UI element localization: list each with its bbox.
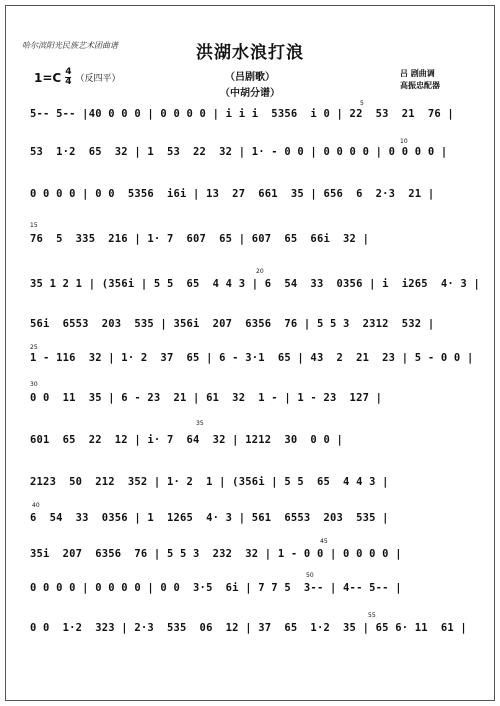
measure-number: 45 (320, 538, 328, 545)
staff-line: 0 0 1·2 323 | 2·3 535 06 12 | 37 65 1·2 35 | 65 6· 11 61 | (30, 622, 467, 634)
staff-line: 0 0 0 0 | 0 0 5356 i6i | 13 27 661 35 | 656 6 2·3 21 | (30, 188, 435, 200)
measure-number: 30 (30, 381, 38, 388)
credit-line: 高振忠配器 (400, 81, 440, 90)
measure-number: 25 (30, 344, 38, 351)
tuning-label: （反四平） (75, 74, 121, 84)
credit-line: 吕 剧曲调 (400, 69, 435, 78)
staff-line: 0 0 11 35 | 6 - 23 21 | 61 32 1 - | 1 - 23 127 | (30, 392, 383, 404)
measure-number: 20 (256, 268, 264, 275)
staff-line: 76 5 335 216 | 1· 7 607 65 | 607 65 66i 32 | (30, 233, 370, 245)
staff-line: 5-- 5-- |40 0 0 0 | 0 0 0 0 | i i i 5356 i 0 | 22 53 21 76 | (30, 108, 454, 120)
staff-line: 1 - 116 32 | 1· 2 37 65 | 6 - 3·1 65 | 43 2 21 23 | 5 - 0 0 | (30, 352, 474, 364)
staff-line: 6 54 33 0356 | 1 1265 4· 3 | 561 6553 203 535 | (30, 512, 389, 524)
measure-number: 15 (30, 222, 38, 229)
staff-line: 35 1 2 1 | (356i | 5 5 65 4 4 3 | 6 54 33 0356 | i i265 4· 3 | (30, 278, 480, 290)
measure-number: 55 (368, 612, 376, 619)
key-label: 1=C (34, 70, 62, 85)
staff-line: 53 1·2 65 32 | 1 53 22 32 | 1· - 0 0 | 0 0 0 0 | 0 0 0 0 | (30, 146, 448, 158)
genre-label: （吕剧歌） (225, 72, 275, 83)
measure-number: 35 (196, 420, 204, 427)
staff-line: 35i 207 6356 76 | 5 5 3 232 32 | 1 - 0 0 | 0 0 0 0 | (30, 548, 402, 560)
staff-line: 2123 50 212 352 | 1· 2 1 | (356i | 5 5 65 4 4 3 | (30, 476, 389, 488)
measure-number: 40 (32, 502, 40, 509)
staff-line: 601 65 22 12 | i· 7 64 32 | 1212 30 0 0 | (30, 434, 344, 446)
time-signature: 4 4 (65, 67, 72, 87)
part-label: （中胡分谱） (220, 88, 280, 99)
measure-number: 10 (400, 138, 408, 145)
staff-line: 56i 6553 203 535 | 356i 207 6356 76 | 5 5 3 2312 532 | (30, 318, 435, 330)
publisher-label: 哈尔滨阳光民族艺术团曲谱 (22, 41, 118, 50)
measure-number: 50 (306, 572, 314, 579)
credits (400, 68, 470, 92)
measure-number: 5 (360, 100, 364, 107)
song-title: 洪湖水浪打浪 (196, 43, 304, 63)
staff-line: 0 0 0 0 | 0 0 0 0 | 0 0 3·5 6i | 7 7 5 3-- | 4-- 5-- | (30, 582, 402, 594)
